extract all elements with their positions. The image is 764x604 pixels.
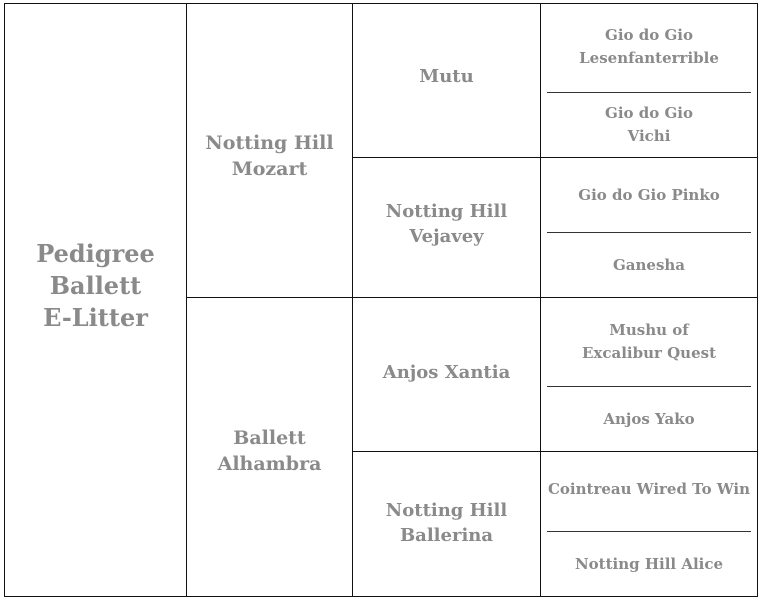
great-grandparent-8: Notting Hill Alice — [574, 554, 724, 573]
great-grandparent-2: Gio do Gio Vichi — [605, 104, 693, 145]
grandparent-2: Notting Hill Vejavey — [385, 200, 508, 247]
great-grandparent-5: Mushu of Excalibur Quest — [581, 321, 717, 362]
grandparent-3: Anjos Xantia — [382, 362, 511, 383]
dam-name: Ballett Alhambra — [217, 427, 322, 475]
great-grandparent-6: Anjos Yako — [603, 409, 695, 428]
great-grandparent-4: Ganesha — [612, 255, 686, 274]
pedigree-title: Pedigree Ballett E-Litter — [36, 239, 155, 332]
sire-name: Notting Hill Mozart — [205, 131, 334, 180]
grandparent-4: Notting Hill Ballerina — [385, 500, 508, 546]
grandparent-1: Mutu — [419, 66, 474, 87]
great-grandparent-1: Gio do Gio Lesenfanterrible — [579, 26, 719, 67]
border-bottom — [4, 596, 758, 597]
great-grandparent-3: Gio do Gio Pinko — [578, 185, 720, 204]
border-right — [757, 3, 758, 597]
great-grandparent-7: Cointreau Wired To Win — [547, 480, 751, 498]
